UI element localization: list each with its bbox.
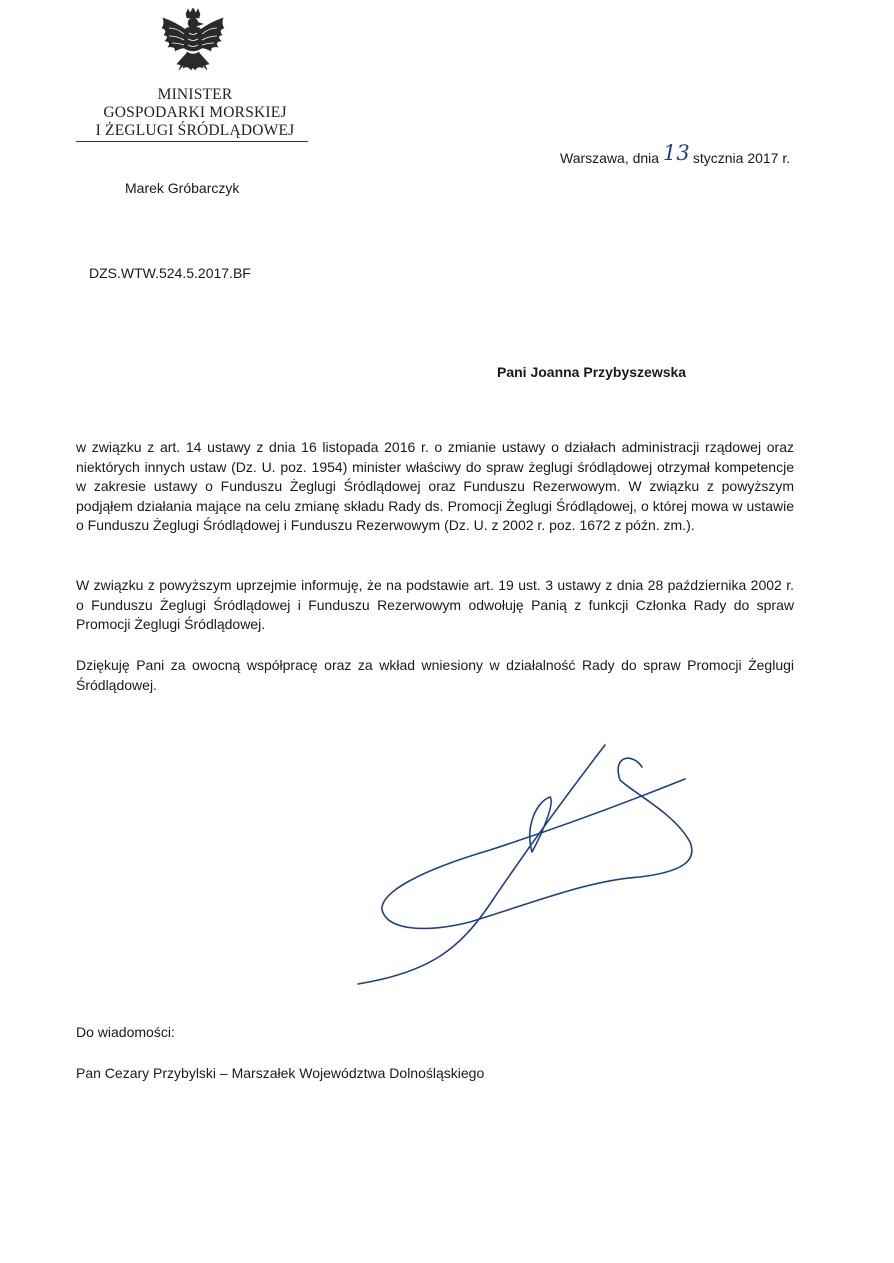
recipient-name: Pani Joanna Przybyszewska — [497, 364, 687, 380]
body-paragraph-1: w związku z art. 14 ustawy z dnia 16 listopada 2016 r. o zmianie ustawy o działach administracji rządowej oraz niektórych innych ustaw (Dz. U. poz. 1954) minister właściwy do spraw żeglugi śródlądowej otrzymał kompetencje w zakresie ustawy o Funduszu Żeglugi Śródlądowej oraz Funduszu Rezerwowym. W związku z powyższym podjąłem działania mające na celu zmianę składu Rady ds. Promocji Żeglugi Śródlądowej, o której mowa w ustawie o Funduszu Żeglugi Śródlądowej i Funduszu Rezerwowym (Dz. U. z 2002 r. poz. 1672 z późn. zm.). — [76, 439, 794, 533]
ministry-title-line-3: I ŻEGLUGI ŚRÓDLĄDOWEJ — [95, 122, 295, 139]
body-paragraph-2: W związku z powyższym uprzejmie informuję, że na podstawie art. 19 ust. 3 ustawy z dnia 28 października 2002 r. o Funduszu Żeglugi Śródlądowej i Funduszu Rezerwowym odwołuję Panią z funkcji Członka Rady do spraw Promocji Żeglugi Śródlądowej. — [76, 577, 794, 632]
handwritten-signature — [350, 742, 695, 987]
header-underline — [76, 141, 308, 142]
date-day-handwritten: 13 — [662, 141, 690, 165]
place-and-date — [560, 141, 791, 168]
date-suffix: stycznia 2017 r. — [692, 150, 791, 166]
cc-label: Do wiadomości: — [76, 1024, 175, 1040]
eagle-emblem-icon — [159, 8, 227, 86]
date-prefix: Warszawa, dnia — [560, 150, 660, 166]
ministry-title-line-2: GOSPODARKI MORSKIEJ — [103, 104, 287, 121]
reference-number: DZS.WTW.524.5.2017.BF — [89, 265, 251, 281]
ministry-title-line-1: MINISTER — [157, 86, 233, 103]
author-name: Marek Gróbarczyk — [125, 180, 240, 196]
body-paragraph-3: Dziękuję Pani za owocną współpracę oraz za wkład wniesiony w działalność Rady do spraw Promocji Żeglugi Śródlądowej. — [76, 657, 794, 693]
cc-recipient: Pan Cezary Przybylski – Marszałek Województwa Dolnośląskiego — [76, 1065, 485, 1081]
